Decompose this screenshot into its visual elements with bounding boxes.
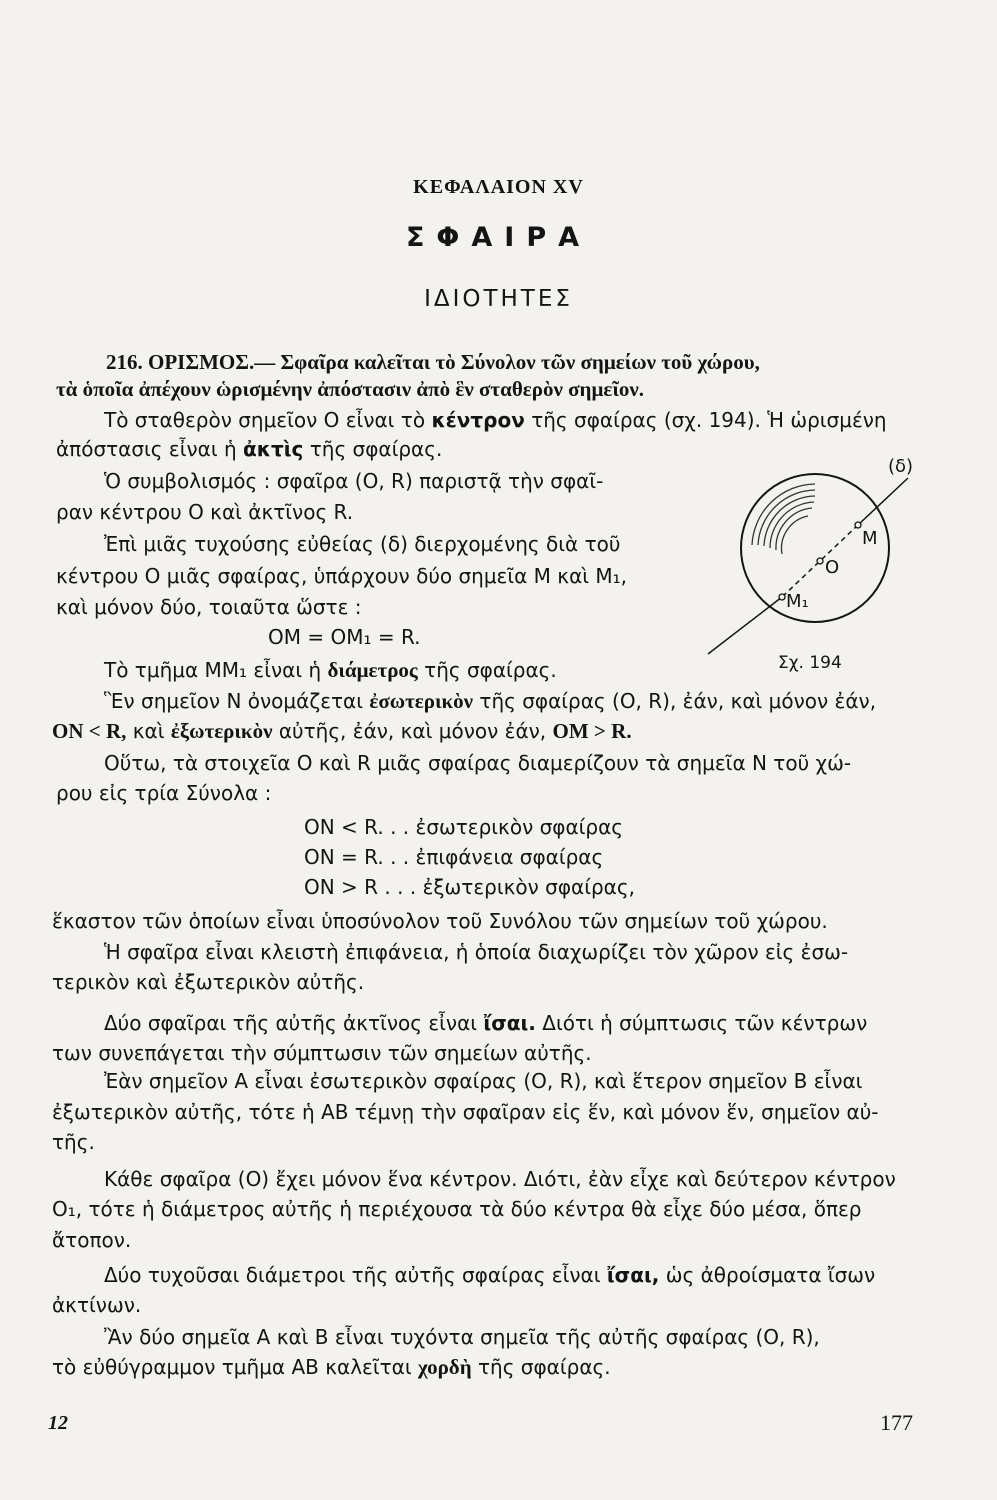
bold-term: ἐξωτερικὸν: [170, 719, 273, 743]
text-span: Τὸ τμῆμα MM₁ εἶναι ἡ: [104, 658, 328, 682]
bold-term: ἴσαι.: [483, 1011, 536, 1035]
set-line-interior: ON < R. . . ἐσωτερικὸν σφαίρας: [304, 815, 624, 839]
equation: OM = OM₁ = R.: [268, 625, 421, 649]
paragraph-line: Ἐπὶ μιᾶς τυχούσης εὐθείας (δ) διερχομένης διὰ τοῦ: [104, 532, 621, 556]
text-span: τῆς σφαίρας (σχ. 194). Ἡ ὡρισμένη: [524, 408, 887, 432]
bold-term: ἴσαι,: [606, 1263, 660, 1287]
label-M: M: [862, 528, 878, 549]
paragraph-line: Κάθε σφαῖρα (O) ἔχει μόνον ἕνα κέντρον. Διότι, ἐὰν εἶχε καὶ δεύτερον κέντρον: [104, 1167, 896, 1191]
paragraph-line: [104, 686, 876, 716]
paragraph-line: [56, 434, 442, 464]
paragraph-line: καὶ μόνον δύο, τοιαῦτα ὥστε :: [56, 595, 362, 619]
set-line-surface: ON = R. . . ἐπιφάνεια σφαίρας: [304, 845, 604, 869]
text-span: τῆς σφαίρας (O, R), ἐάν, καὶ μόνον ἐάν,: [473, 689, 877, 713]
paragraph-line: Ἐὰν σημεῖον A εἶναι ἐσωτερικὸν σφαίρας (O, R), καὶ ἕτερον σημεῖον B εἶναι: [104, 1069, 863, 1093]
label-O: O: [825, 557, 840, 578]
bold-term: διάμετρος: [327, 658, 418, 682]
paragraph-line: Οὕτω, τὰ στοιχεῖα O καὶ R μιᾶς σφαίρας διαμερίζουν τὰ σημεῖα N τοῦ χώ-: [104, 751, 852, 775]
point-M1: [779, 594, 785, 600]
bold-term: ON < R,: [52, 719, 127, 743]
paragraph-line: τῆς.: [52, 1130, 95, 1154]
figure-caption: Σχ. 194: [778, 653, 842, 673]
definition-line-1: Σφαῖρα καλεῖται τὸ Σύνολον τῶν σημείων τοῦ χώρου,: [280, 350, 760, 374]
bold-term: ἐσωτερικὸν: [369, 689, 474, 713]
bold-term: ἀκτὶς: [243, 437, 304, 461]
line-delta-lower: [708, 597, 782, 654]
chapter-subtitle: ΙΔΙΟΤΗΤΕΣ: [424, 286, 573, 312]
paragraph-line: [104, 1008, 867, 1038]
text-span: Δύο τυχοῦσαι διάμετροι τῆς αὐτῆς σφαίρας εἶναι: [104, 1263, 607, 1287]
paragraph-line: των συνεπάγεται τὴν σύμπτωσιν τῶν σημείων αὐτῆς.: [52, 1041, 592, 1065]
paragraph-line: κέντρου O μιᾶς σφαίρας, ὑπάρχουν δύο σημεῖα M καὶ M₁,: [56, 564, 628, 588]
shading-arc: [764, 496, 815, 546]
text-span: Διότι ἡ σύμπτωσις τῶν κέντρων: [535, 1011, 868, 1035]
text-span: τῆς σφαίρας.: [303, 437, 443, 461]
paragraph-line: ἐξωτερικὸν αὐτῆς, τότε ἡ AB τέμνῃ τὴν σφαῖραν εἰς ἕν, καὶ μόνον ἕν, σημεῖον αὐ-: [52, 1100, 879, 1124]
paragraph-line: ἕκαστον τῶν ὁποίων εἶναι ὑποσύνολον τοῦ Συνόλου τῶν σημείων τοῦ χώρου.: [52, 909, 828, 933]
text-span: αὐτῆς, ἐάν, καὶ μόνον ἐάν,: [272, 719, 553, 743]
text-span: τὸ εὐθύγραμμον τμῆμα AB καλεῖται: [52, 1355, 418, 1379]
paragraph-line: Ἂν δύο σημεῖα A καὶ B εἶναι τυχόντα σημεῖα τῆς αὐτῆς σφαίρας (O, R),: [104, 1325, 820, 1349]
paragraph-line: Ἡ σφαῖρα εἶναι κλειστὴ ἐπιφάνεια, ἡ ὁποία διαχωρίζει τὸν χῶρον εἰς ἐσω-: [104, 940, 849, 964]
paragraph-line: [104, 1260, 875, 1290]
text-span: Ἓν σημεῖον N ὀνομάζεται: [104, 689, 370, 713]
paragraph-line: ραν κέντρου O καὶ ἀκτῖνος R.: [56, 500, 354, 524]
text-span: Δύο σφαῖραι τῆς αὐτῆς ἀκτῖνος εἶναι: [104, 1011, 484, 1035]
paragraph-line: [52, 1352, 611, 1382]
text-span: καὶ: [126, 719, 171, 743]
paragraph-line: O₁, τότε ἡ διάμετρος αὐτῆς ἡ περιέχουσα τὰ δύο κέντρα θὰ εἶχε δύο μέσα, ὅπερ: [52, 1197, 862, 1221]
paragraph-line: Ὁ συμβολισμός : σφαῖρα (O, R) παριστᾷ τὴν σφαῖ-: [104, 469, 604, 493]
text-span: ἀπόστασις εἶναι ἡ: [56, 437, 243, 461]
label-delta: (δ): [888, 456, 914, 477]
paragraph-line: [104, 655, 557, 685]
text-span: ὡς ἀθροίσματα ἴσων: [659, 1263, 876, 1287]
printer-signature: 12: [48, 1412, 68, 1434]
sphere-figure: [690, 450, 950, 680]
section-heading: [106, 347, 760, 377]
paragraph-line: τερικὸν καὶ ἐξωτερικὸν αὐτῆς.: [52, 970, 365, 994]
paragraph-line: [52, 716, 632, 746]
text-span: τῆς σφαίρας.: [417, 658, 557, 682]
definition-line-2: τὰ ὁποῖα ἀπέχουν ὡρισμένην ἀπόστασιν ἀπὸ ἓν σταθερὸν σημεῖον.: [56, 377, 644, 401]
text-span: τῆς σφαίρας.: [471, 1355, 611, 1379]
paragraph-line: [104, 405, 887, 435]
shading-arc: [758, 490, 815, 545]
page-number: 177: [880, 1410, 913, 1435]
chapter-title: ΣΦΑΙΡΑ: [405, 222, 592, 253]
paragraph-line: ἄτοπον.: [52, 1228, 132, 1252]
paragraph-line: ἀκτίνων.: [52, 1293, 142, 1317]
bold-term: κέντρον: [431, 408, 525, 432]
point-O: [817, 558, 823, 564]
bold-term: OM > R.: [552, 719, 632, 743]
point-M: [855, 522, 861, 528]
label-M1: M₁: [786, 591, 809, 612]
set-line-exterior: ON > R . . . ἐξωτερικὸν σφαίρας,: [304, 875, 635, 899]
chapter-heading: ΚΕΦΑΛΑΙΟΝ XV: [413, 176, 584, 198]
bold-term: χορδὴ: [417, 1355, 472, 1379]
section-number-title: 216. ΟΡΙΣΜΟΣ.—: [106, 350, 276, 374]
paragraph-line: ρου εἰς τρία Σύνολα :: [56, 781, 272, 805]
text-span: Τὸ σταθερὸν σημεῖον O εἶναι τὸ: [104, 408, 432, 432]
